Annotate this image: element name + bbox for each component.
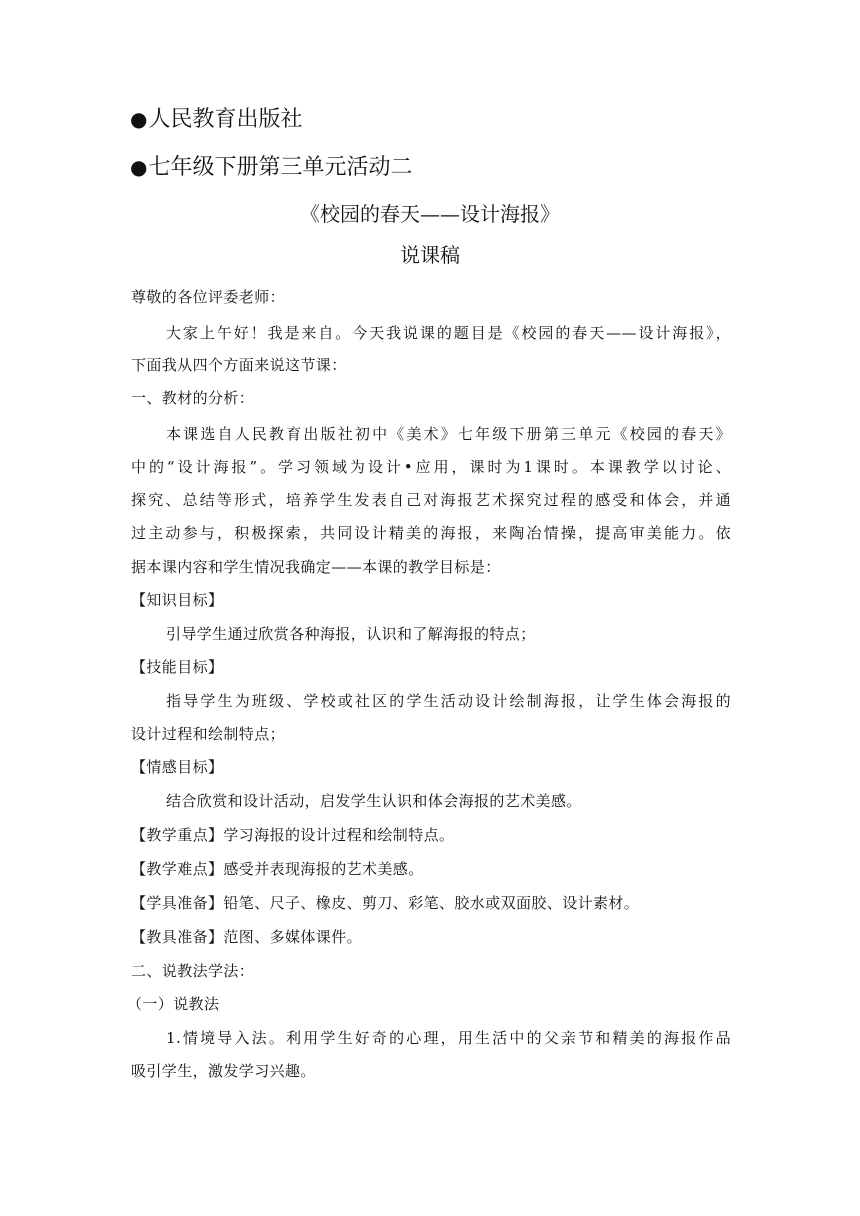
section-1-heading: 一、教材的分析： [131,389,255,407]
student-materials: 【学具准备】铅笔、尺子、橡皮、剪刀、彩笔、胶水或双面胶、设计素材。 [131,894,640,912]
lesson-title: 《校园的春天——设计海报》 [300,202,560,226]
knowledge-goal-heading: 【知识目标】 [131,591,224,609]
knowledge-goal-text: 引导学生通过欣赏各种海报，认识和了解海报的特点； [166,625,536,643]
intro-line-2: 下面我从四个方面来说这节课： [131,356,347,374]
skill-goal-line-2: 设计过程和绘制特点； [131,725,286,743]
teacher-materials: 【教具准备】范图、多媒体课件。 [131,928,363,946]
analysis-line-4: 过主动参与，积极探索，共同设计精美的海报，来陶冶情操，提高审美能力。依 [131,524,731,542]
emotion-goal-text: 结合欣赏和设计活动，启发学生认识和体会海报的艺术美感。 [166,792,582,810]
analysis-line-1: 本课选自人民教育出版社初中《美术》七年级下册第三单元《校园的春天》 [166,425,731,443]
unit-text: 七年级下册第三单元活动二 [148,155,413,180]
method-1-line-1: 1.情境导入法。利用学生好奇的心理，用生活中的父亲节和精美的海报作品 [166,1029,731,1047]
skill-goal-line-1: 指导学生为班级、学校或社区的学生活动设计绘制海报，让学生体会海报的 [166,692,731,710]
bullet-dot-icon: ● [130,107,148,131]
teaching-key-point: 【教学重点】学习海报的设计过程和绘制特点。 [131,826,455,844]
analysis-line-5: 据本课内容和学生情况我确定——本课的教学目标是： [131,558,501,576]
emotion-goal-heading: 【情感目标】 [131,758,224,776]
greeting: 尊敬的各位评委老师： [131,288,286,306]
method-1-line-2: 吸引学生，激发学习兴趣。 [131,1062,316,1080]
unit-bullet-line [130,152,412,183]
skill-goal-heading: 【技能目标】 [131,658,224,676]
publisher-text: 人民教育出版社 [148,107,303,132]
document-type-title: 说课稿 [400,243,460,267]
bullet-dot-icon: ● [130,155,148,179]
publisher-bullet-line [130,104,302,135]
section-2-heading: 二、说教法学法： [131,962,255,980]
teaching-difficult-point: 【教学难点】感受并表现海报的艺术美感。 [131,860,424,878]
analysis-line-3: 探究、总结等形式，培养学生发表自己对海报艺术探究过程的感受和体会，并通 [131,491,731,509]
subsection-1-heading: （一）说教法 [127,995,220,1013]
analysis-line-2: 中的“设计海报”。学习领域为设计•应用，课时为1课时。本课教学以讨论、 [131,458,731,476]
intro-line-1: 大家上午好！我是来自。今天我说课的题目是《校园的春天——设计海报》， [166,324,731,342]
